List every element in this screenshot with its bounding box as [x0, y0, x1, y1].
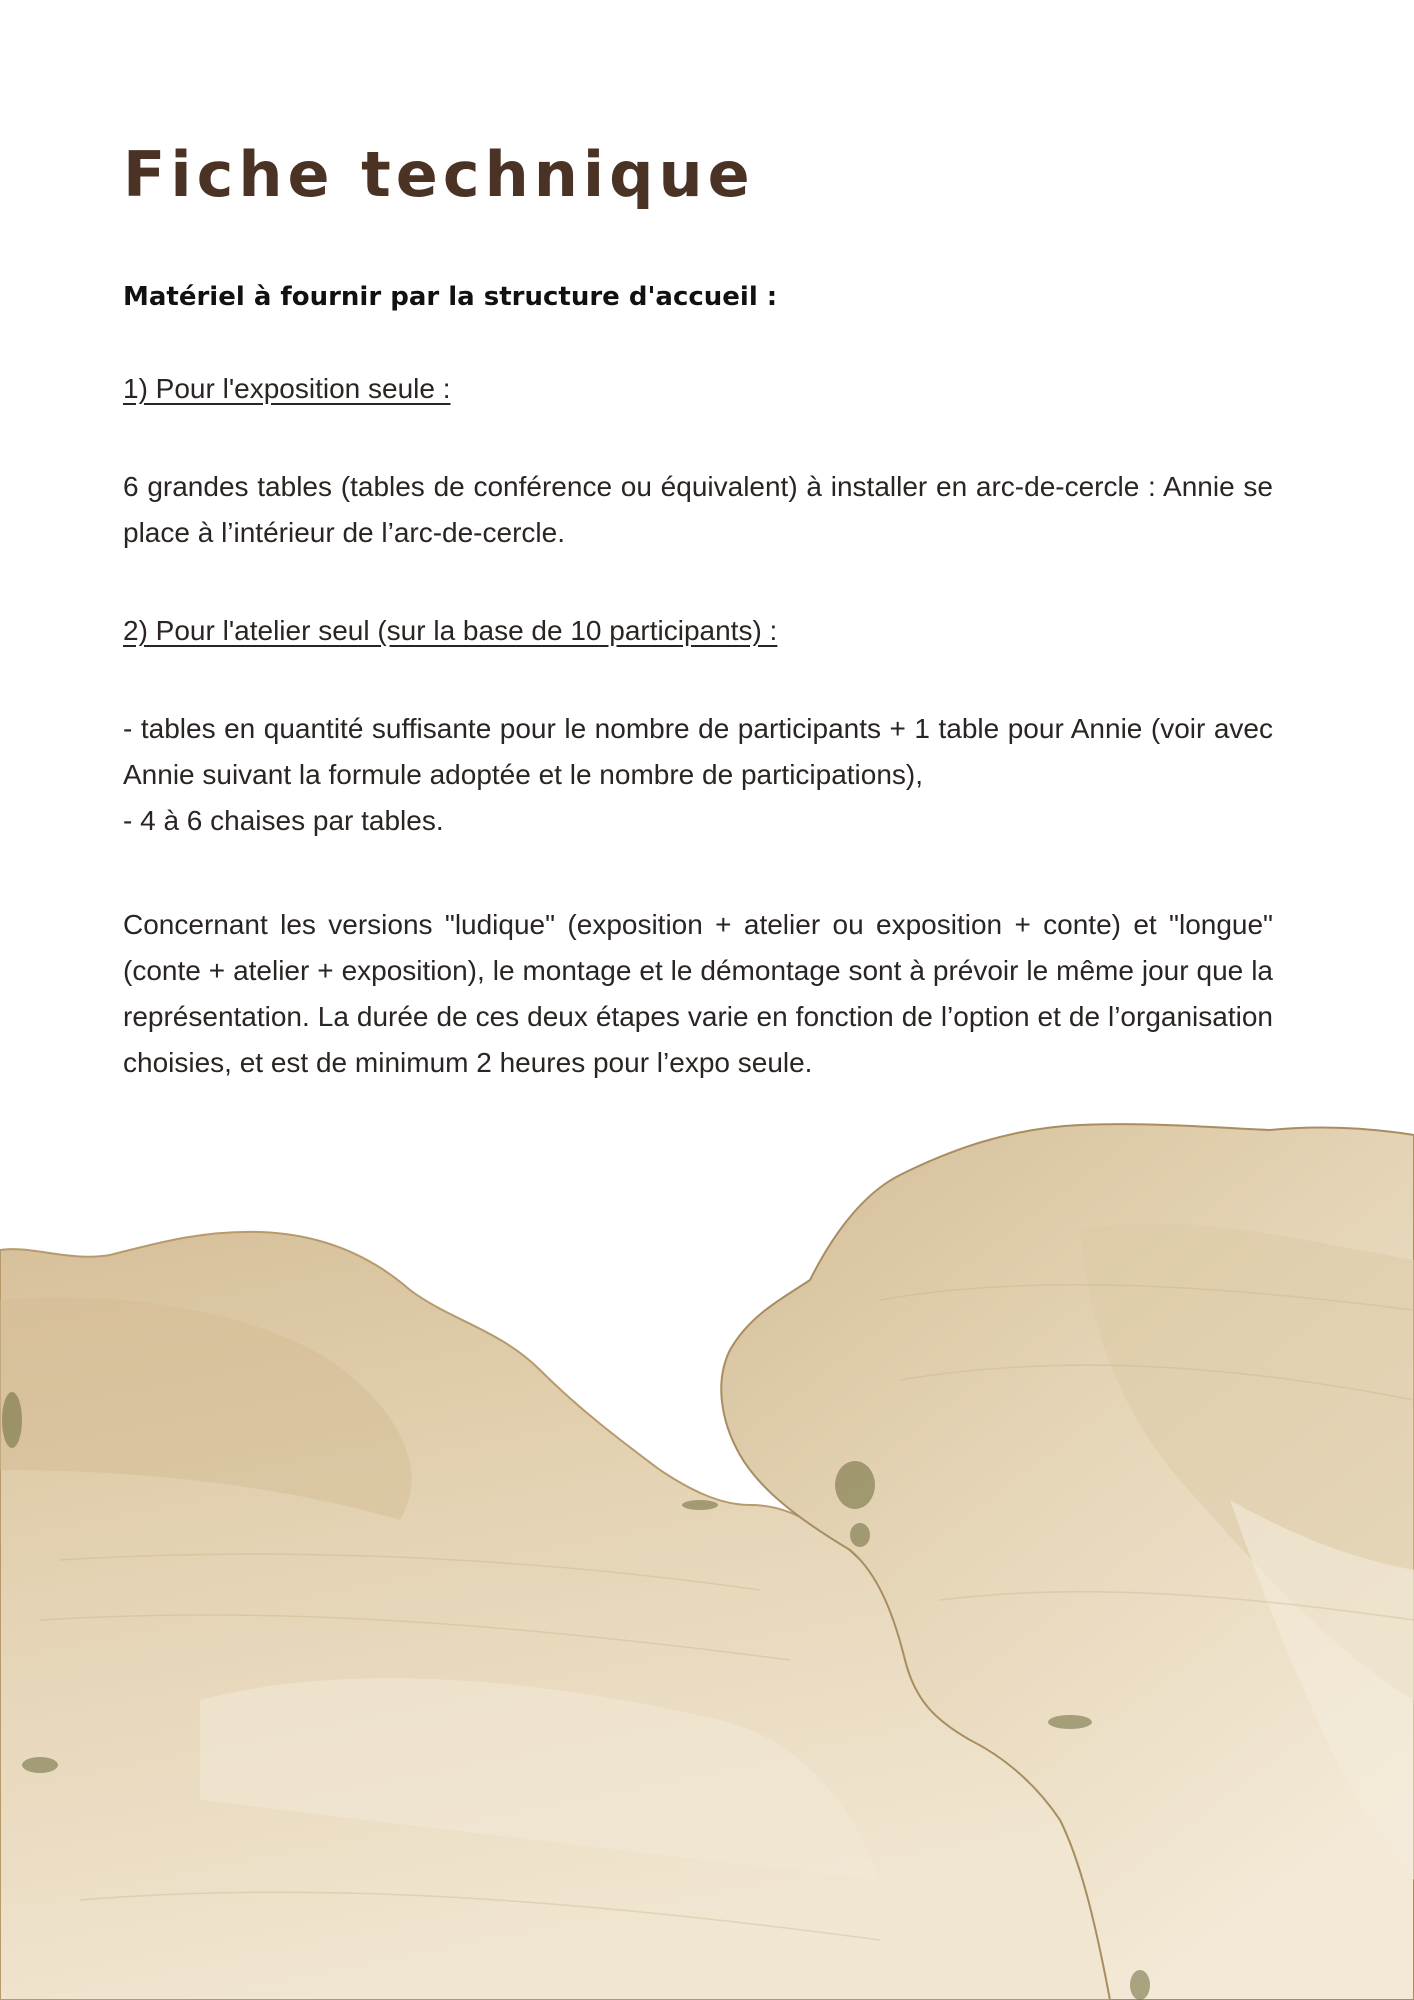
section2-heading: 2) Pour l'atelier seul (sur la base de 10 participants) : [123, 615, 778, 646]
section-subtitle: Matériel à fournir par la structure d'accueil : [123, 282, 778, 312]
list-item: - 4 à 6 chaises par tables. [123, 805, 444, 836]
section1-heading: 1) Pour l'exposition seule : [123, 373, 451, 404]
page-title: Fiche technique [123, 138, 755, 211]
list-item: - tables en quantité suffisante pour le nombre de participants + 1 table pour Annie (voir avec Annie suivant la formule adoptée et le nombre de participations), [123, 713, 1273, 790]
document-content [123, 130, 1273, 1086]
section2-list [123, 706, 1273, 844]
closing-paragraph: Concernant les versions "ludique" (exposition + atelier ou exposition + conte) et "longue" (conte + atelier + exposition), le montage et le démontage sont à prévoir le même jour que la représentation. La durée de ces deux étapes varie en fonction de l’option et de l’organisation choisies, et est de minimum 2 heures pour l’expo seule. [123, 909, 1273, 1078]
section1-text: 6 grandes tables (tables de conférence ou équivalent) à installer en arc-de-cercle : Annie se place à l’intérieur de l’arc-de-cercle. [123, 471, 1273, 548]
